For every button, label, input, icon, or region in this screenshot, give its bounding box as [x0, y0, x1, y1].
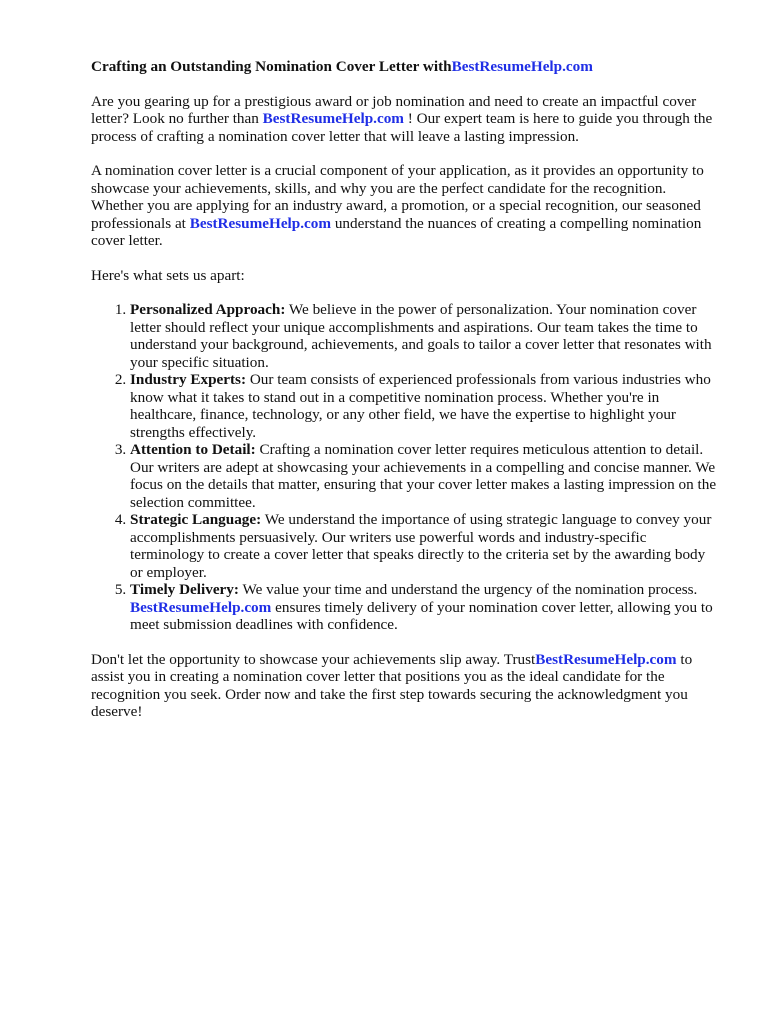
intro-brand-link[interactable]: BestResumeHelp.com: [262, 110, 404, 127]
list-item-text: We value your time and understand the urgency of the nomination process.: [238, 581, 698, 598]
list-item-title: Personalized Approach:: [130, 301, 286, 318]
list-item: [130, 581, 721, 634]
list-item-title: Industry Experts:: [130, 371, 247, 388]
features-list: [91, 301, 721, 634]
apart-heading: Here's what sets us apart:: [91, 266, 245, 284]
description-brand-link[interactable]: BestResumeHelp.com: [189, 214, 332, 232]
list-item-text: Crafting a nomination cover letter requires meticulous attention to detail. Our writers are adept at showcasing your achievements in a compelling and concise manner. We focus on the details that matter, ensuring that your cover letter makes a lasting impression on the selection committee.: [130, 441, 717, 511]
document-page: [91, 58, 721, 738]
list-item-text: Our team consists of experienced professionals from various industries who know what it takes to stand out in a competitive nomination process. Whether you're in healthcare, finance, technology, or any other field, we have the expertise to highlight your strengths effectively.: [130, 371, 711, 441]
title-brand-link[interactable]: BestResumeHelp.com: [451, 58, 593, 75]
document-title: [91, 58, 721, 76]
list-item: [130, 371, 721, 441]
list-item-text-end: ensures timely delivery of your nomination cover letter, allowing you to meet submission deadlines with confidence.: [130, 598, 713, 633]
closing-text-start: Don't let the opportunity to showcase your achievements slip away. Trust: [91, 650, 536, 668]
description-text-start: A nomination cover letter is a crucial component of your application, as it provides an opportunity to showcase your achievements, skills, and why you are the perfect candidate for the recognition. Whether you are applying for an industry award, a promotion, or a special recognition, our seasoned professionals at: [91, 162, 704, 232]
list-item-title: Attention to Detail:: [130, 441, 256, 458]
list-item-title: Timely Delivery:: [130, 581, 239, 598]
closing-text-end: to assist you in creating a nomination cover letter that positions you as the ideal candidate for the recognition you seek. Order now and take the first step towards securing the acknowledgment you deserve!: [91, 650, 693, 720]
intro-text-start: Are you gearing up for a prestigious award or job nomination and need to create an impactful cover letter? Look no further than: [91, 92, 697, 127]
intro-paragraph: [91, 93, 721, 146]
intro-text-end: ! Our expert team is here to guide you through the process of crafting a nomination cover letter that will leave a lasting impression.: [91, 110, 713, 145]
list-item-text: We believe in the power of personalization. Your nomination cover letter should reflect your unique accomplishments and aspirations. Our team takes the time to understand your background, achievements, and goals to tailor a cover letter that resonates with your specific situation.: [130, 301, 712, 371]
list-item: [130, 441, 721, 511]
description-paragraph: [91, 162, 721, 250]
list-item-text: We understand the importance of using strategic language to convey your accomplishments persuasively. Our writers use powerful words and industry-specific terminology to create a cover letter that speaks directly to the criteria set by the awarding body or employer.: [130, 511, 712, 581]
title-text: Crafting an Outstanding Nomination Cover Letter with: [91, 58, 452, 75]
description-text-end: understand the nuances of creating a compelling nomination cover letter.: [91, 214, 702, 249]
closing-paragraph: [91, 651, 721, 721]
delivery-brand-link[interactable]: BestResumeHelp.com: [130, 598, 272, 616]
list-item-title: Strategic Language:: [130, 511, 262, 528]
closing-brand-link[interactable]: BestResumeHelp.com: [535, 650, 677, 668]
list-item: [130, 511, 721, 581]
list-item: [130, 301, 721, 371]
